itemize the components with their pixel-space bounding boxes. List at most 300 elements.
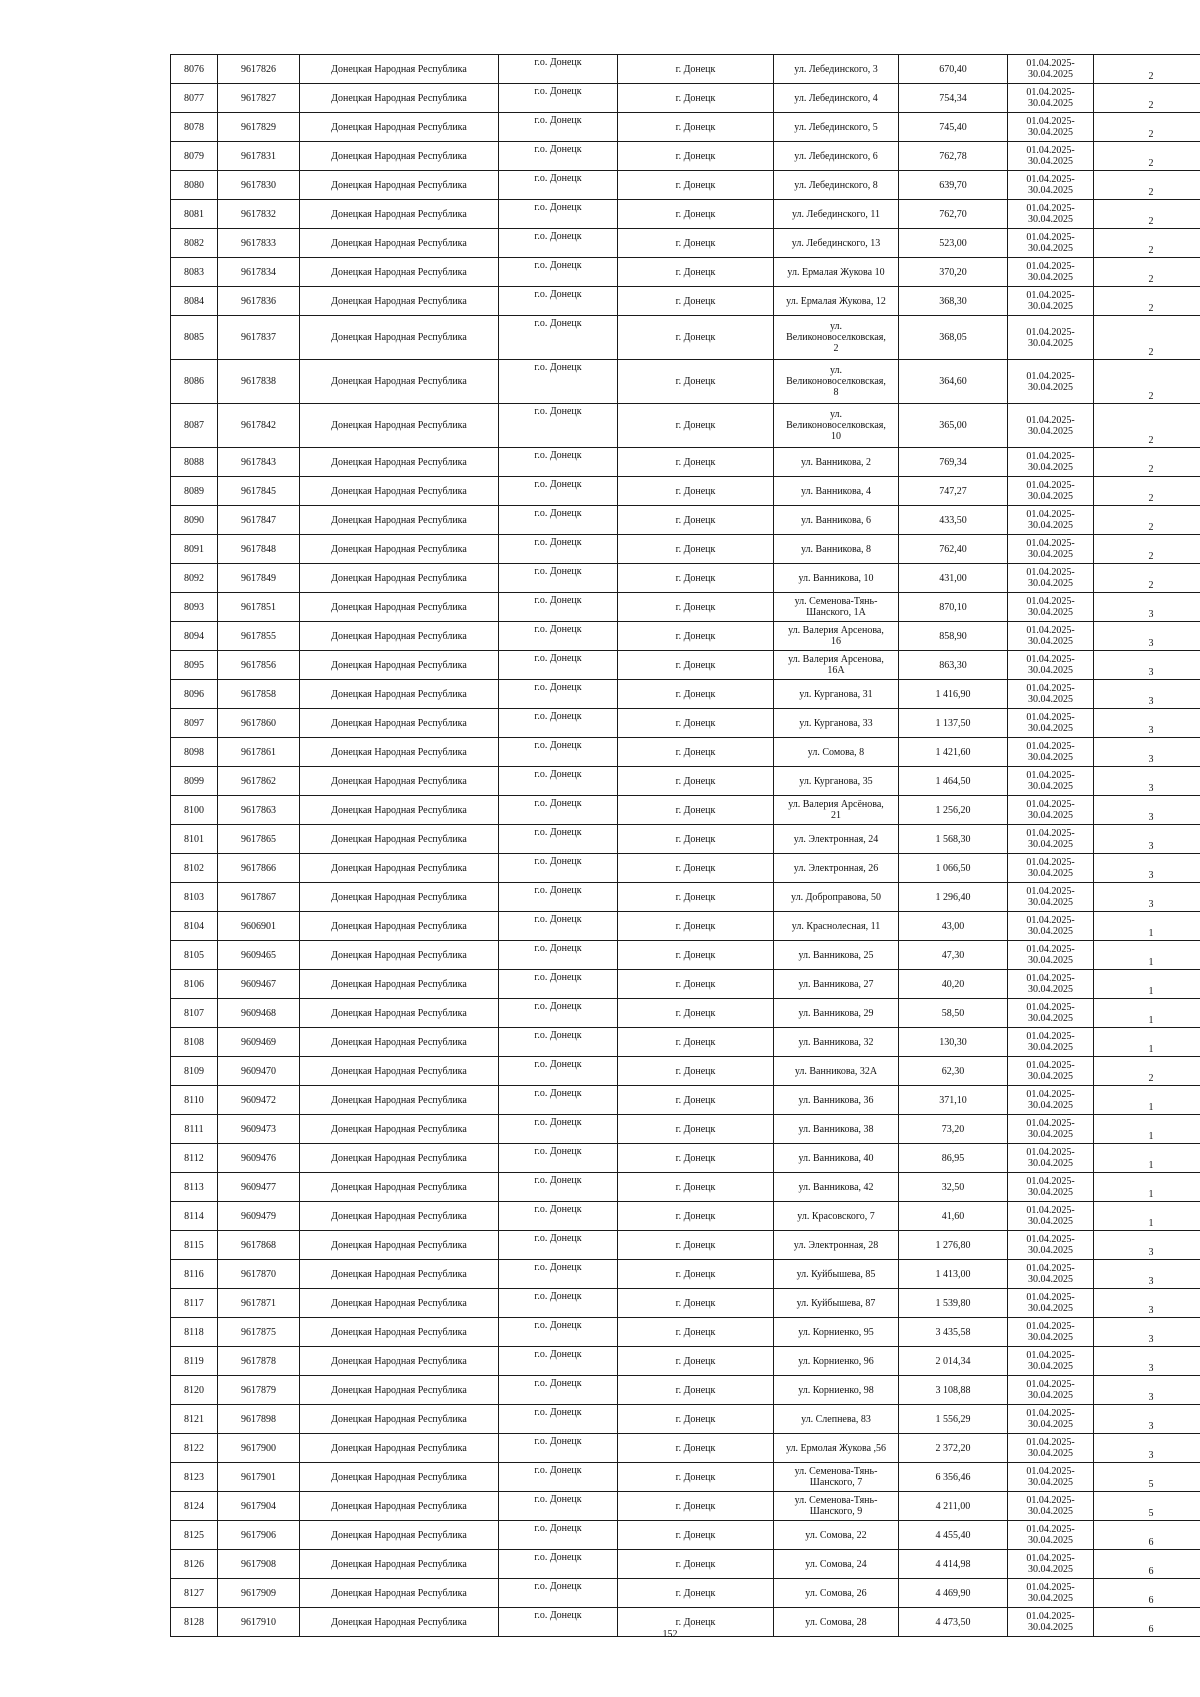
region-cell: Донецкая Народная Республика bbox=[300, 1550, 499, 1579]
table-row bbox=[171, 825, 1200, 854]
city-cell: г. Донецк bbox=[618, 535, 774, 564]
table-row bbox=[171, 1260, 1200, 1289]
object-id-cell: 9617837 bbox=[218, 316, 300, 360]
district-cell: г.о. Донецк bbox=[499, 1231, 618, 1260]
address-cell: ул. Великоновоселковская, 8 bbox=[774, 360, 899, 404]
district-cell: г.о. Донецк bbox=[499, 1318, 618, 1347]
table-row bbox=[171, 680, 1200, 709]
period-cell: 01.04.2025- 30.04.2025 bbox=[1008, 287, 1094, 316]
region-cell: Донецкая Народная Республика bbox=[300, 229, 499, 258]
period-cell: 01.04.2025- 30.04.2025 bbox=[1008, 55, 1094, 84]
table-row bbox=[171, 1028, 1200, 1057]
address-cell: ул. Ванникова, 40 bbox=[774, 1144, 899, 1173]
row-number-cell: 8117 bbox=[171, 1289, 218, 1318]
city-cell: г. Донецк bbox=[618, 113, 774, 142]
period-cell: 01.04.2025- 30.04.2025 bbox=[1008, 1115, 1094, 1144]
area-cell: 365,00 bbox=[899, 404, 1008, 448]
address-cell: ул. Ванникова, 38 bbox=[774, 1115, 899, 1144]
table-row bbox=[171, 941, 1200, 970]
district-cell: г.о. Донецк bbox=[499, 287, 618, 316]
region-cell: Донецкая Народная Республика bbox=[300, 825, 499, 854]
row-number-cell: 8126 bbox=[171, 1550, 218, 1579]
table-row bbox=[171, 1202, 1200, 1231]
count-cell: 1 bbox=[1094, 1028, 1200, 1057]
city-cell: г. Донецк bbox=[618, 1173, 774, 1202]
period-cell: 01.04.2025- 30.04.2025 bbox=[1008, 1405, 1094, 1434]
region-cell: Донецкая Народная Республика bbox=[300, 796, 499, 825]
district-cell: г.о. Донецк bbox=[499, 258, 618, 287]
object-id-cell: 9609469 bbox=[218, 1028, 300, 1057]
district-cell: г.о. Донецк bbox=[499, 1376, 618, 1405]
address-cell: ул. Ермалая Жукова 10 bbox=[774, 258, 899, 287]
table-row bbox=[171, 55, 1200, 84]
count-cell: 2 bbox=[1094, 316, 1200, 360]
period-cell: 01.04.2025- 30.04.2025 bbox=[1008, 1492, 1094, 1521]
count-cell: 2 bbox=[1094, 360, 1200, 404]
area-cell: 858,90 bbox=[899, 622, 1008, 651]
count-cell: 3 bbox=[1094, 1231, 1200, 1260]
period-cell: 01.04.2025- 30.04.2025 bbox=[1008, 1463, 1094, 1492]
period-cell: 01.04.2025- 30.04.2025 bbox=[1008, 970, 1094, 999]
period-cell: 01.04.2025- 30.04.2025 bbox=[1008, 1086, 1094, 1115]
period-cell: 01.04.2025- 30.04.2025 bbox=[1008, 1028, 1094, 1057]
object-id-cell: 9609473 bbox=[218, 1115, 300, 1144]
region-cell: Донецкая Народная Республика bbox=[300, 1144, 499, 1173]
city-cell: г. Донецк bbox=[618, 360, 774, 404]
city-cell: г. Донецк bbox=[618, 448, 774, 477]
region-cell: Донецкая Народная Республика bbox=[300, 287, 499, 316]
district-cell: г.о. Донецк bbox=[499, 448, 618, 477]
city-cell: г. Донецк bbox=[618, 1434, 774, 1463]
table-row bbox=[171, 622, 1200, 651]
area-cell: 1 539,80 bbox=[899, 1289, 1008, 1318]
city-cell: г. Донецк bbox=[618, 1521, 774, 1550]
count-cell: 3 bbox=[1094, 1260, 1200, 1289]
object-id-cell: 9617910 bbox=[218, 1608, 300, 1637]
count-cell: 2 bbox=[1094, 55, 1200, 84]
row-number-cell: 8101 bbox=[171, 825, 218, 854]
city-cell: г. Донецк bbox=[618, 287, 774, 316]
address-cell: ул. Сомова, 24 bbox=[774, 1550, 899, 1579]
region-cell: Донецкая Народная Республика bbox=[300, 622, 499, 651]
period-cell: 01.04.2025- 30.04.2025 bbox=[1008, 229, 1094, 258]
period-cell: 01.04.2025- 30.04.2025 bbox=[1008, 1434, 1094, 1463]
count-cell: 1 bbox=[1094, 1115, 1200, 1144]
area-cell: 1 137,50 bbox=[899, 709, 1008, 738]
period-cell: 01.04.2025- 30.04.2025 bbox=[1008, 738, 1094, 767]
row-number-cell: 8106 bbox=[171, 970, 218, 999]
region-cell: Донецкая Народная Республика bbox=[300, 1202, 499, 1231]
period-cell: 01.04.2025- 30.04.2025 bbox=[1008, 912, 1094, 941]
row-number-cell: 8114 bbox=[171, 1202, 218, 1231]
object-id-cell: 9617908 bbox=[218, 1550, 300, 1579]
area-cell: 40,20 bbox=[899, 970, 1008, 999]
city-cell: г. Донецк bbox=[618, 55, 774, 84]
district-cell: г.о. Донецк bbox=[499, 1521, 618, 1550]
area-cell: 73,20 bbox=[899, 1115, 1008, 1144]
city-cell: г. Донецк bbox=[618, 1057, 774, 1086]
table-row bbox=[171, 1231, 1200, 1260]
area-cell: 368,05 bbox=[899, 316, 1008, 360]
region-cell: Донецкая Народная Республика bbox=[300, 1347, 499, 1376]
district-cell: г.о. Донецк bbox=[499, 1463, 618, 1492]
table-row bbox=[171, 1376, 1200, 1405]
city-cell: г. Донецк bbox=[618, 564, 774, 593]
area-cell: 1 276,80 bbox=[899, 1231, 1008, 1260]
city-cell: г. Донецк bbox=[618, 796, 774, 825]
count-cell: 3 bbox=[1094, 651, 1200, 680]
region-cell: Донецкая Народная Республика bbox=[300, 680, 499, 709]
address-cell: ул. Лебединского, 3 bbox=[774, 55, 899, 84]
period-cell: 01.04.2025- 30.04.2025 bbox=[1008, 404, 1094, 448]
district-cell: г.о. Донецк bbox=[499, 1492, 618, 1521]
area-cell: 32,50 bbox=[899, 1173, 1008, 1202]
row-number-cell: 8112 bbox=[171, 1144, 218, 1173]
region-cell: Донецкая Народная Республика bbox=[300, 1376, 499, 1405]
district-cell: г.о. Донецк bbox=[499, 360, 618, 404]
count-cell: 1 bbox=[1094, 1144, 1200, 1173]
area-cell: 762,40 bbox=[899, 535, 1008, 564]
region-cell: Донецкая Народная Республика bbox=[300, 84, 499, 113]
period-cell: 01.04.2025- 30.04.2025 bbox=[1008, 171, 1094, 200]
count-cell: 3 bbox=[1094, 1289, 1200, 1318]
table-row bbox=[171, 593, 1200, 622]
city-cell: г. Донецк bbox=[618, 477, 774, 506]
district-cell: г.о. Донецк bbox=[499, 535, 618, 564]
count-cell: 3 bbox=[1094, 1434, 1200, 1463]
table-row bbox=[171, 84, 1200, 113]
region-cell: Донецкая Народная Республика bbox=[300, 1405, 499, 1434]
area-cell: 43,00 bbox=[899, 912, 1008, 941]
city-cell: г. Донецк bbox=[618, 767, 774, 796]
area-cell: 747,27 bbox=[899, 477, 1008, 506]
table-row bbox=[171, 258, 1200, 287]
area-cell: 130,30 bbox=[899, 1028, 1008, 1057]
area-cell: 870,10 bbox=[899, 593, 1008, 622]
region-cell: Донецкая Народная Республика bbox=[300, 1173, 499, 1202]
district-cell: г.о. Донецк bbox=[499, 999, 618, 1028]
object-id-cell: 9617830 bbox=[218, 171, 300, 200]
city-cell: г. Донецк bbox=[618, 970, 774, 999]
row-number-cell: 8127 bbox=[171, 1579, 218, 1608]
city-cell: г. Донецк bbox=[618, 941, 774, 970]
row-number-cell: 8090 bbox=[171, 506, 218, 535]
district-cell: г.о. Донецк bbox=[499, 1144, 618, 1173]
row-number-cell: 8121 bbox=[171, 1405, 218, 1434]
table-row bbox=[171, 229, 1200, 258]
area-cell: 86,95 bbox=[899, 1144, 1008, 1173]
table-row bbox=[171, 709, 1200, 738]
count-cell: 2 bbox=[1094, 506, 1200, 535]
region-cell: Донецкая Народная Республика bbox=[300, 1115, 499, 1144]
period-cell: 01.04.2025- 30.04.2025 bbox=[1008, 113, 1094, 142]
count-cell: 3 bbox=[1094, 738, 1200, 767]
city-cell: г. Донецк bbox=[618, 709, 774, 738]
table-row bbox=[171, 854, 1200, 883]
table-row bbox=[171, 1521, 1200, 1550]
object-id-cell: 9617831 bbox=[218, 142, 300, 171]
area-cell: 41,60 bbox=[899, 1202, 1008, 1231]
count-cell: 2 bbox=[1094, 113, 1200, 142]
area-cell: 4 414,98 bbox=[899, 1550, 1008, 1579]
area-cell: 1 296,40 bbox=[899, 883, 1008, 912]
district-cell: г.о. Донецк bbox=[499, 506, 618, 535]
row-number-cell: 8086 bbox=[171, 360, 218, 404]
district-cell: г.о. Донецк bbox=[499, 84, 618, 113]
object-id-cell: 9617871 bbox=[218, 1289, 300, 1318]
object-id-cell: 9609468 bbox=[218, 999, 300, 1028]
count-cell: 2 bbox=[1094, 229, 1200, 258]
area-cell: 1 066,50 bbox=[899, 854, 1008, 883]
row-number-cell: 8094 bbox=[171, 622, 218, 651]
region-cell: Донецкая Народная Республика bbox=[300, 1289, 499, 1318]
object-id-cell: 9617865 bbox=[218, 825, 300, 854]
count-cell: 2 bbox=[1094, 142, 1200, 171]
district-cell: г.о. Донецк bbox=[499, 825, 618, 854]
address-cell: ул. Корниенко, 98 bbox=[774, 1376, 899, 1405]
region-cell: Донецкая Народная Республика bbox=[300, 970, 499, 999]
address-cell: ул. Семенова-Тянь- Шанского, 1А bbox=[774, 593, 899, 622]
period-cell: 01.04.2025- 30.04.2025 bbox=[1008, 593, 1094, 622]
region-cell: Донецкая Народная Республика bbox=[300, 709, 499, 738]
count-cell: 2 bbox=[1094, 171, 1200, 200]
object-id-cell: 9617848 bbox=[218, 535, 300, 564]
address-cell: ул. Ванникова, 42 bbox=[774, 1173, 899, 1202]
table-row bbox=[171, 113, 1200, 142]
address-cell: ул. Ермалая Жукова, 12 bbox=[774, 287, 899, 316]
row-number-cell: 8102 bbox=[171, 854, 218, 883]
row-number-cell: 8123 bbox=[171, 1463, 218, 1492]
count-cell: 1 bbox=[1094, 1173, 1200, 1202]
count-cell: 1 bbox=[1094, 1202, 1200, 1231]
district-cell: г.о. Донецк bbox=[499, 593, 618, 622]
region-cell: Донецкая Народная Республика bbox=[300, 1057, 499, 1086]
address-cell: ул. Ванникова, 32А bbox=[774, 1057, 899, 1086]
object-id-cell: 9617834 bbox=[218, 258, 300, 287]
period-cell: 01.04.2025- 30.04.2025 bbox=[1008, 941, 1094, 970]
row-number-cell: 8087 bbox=[171, 404, 218, 448]
region-cell: Донецкая Народная Республика bbox=[300, 854, 499, 883]
district-cell: г.о. Донецк bbox=[499, 970, 618, 999]
area-cell: 4 455,40 bbox=[899, 1521, 1008, 1550]
city-cell: г. Донецк bbox=[618, 680, 774, 709]
table-row bbox=[171, 316, 1200, 360]
row-number-cell: 8081 bbox=[171, 200, 218, 229]
object-id-cell: 9617901 bbox=[218, 1463, 300, 1492]
region-cell: Донецкая Народная Республика bbox=[300, 477, 499, 506]
city-cell: г. Донецк bbox=[618, 1086, 774, 1115]
row-number-cell: 8108 bbox=[171, 1028, 218, 1057]
object-id-cell: 9617906 bbox=[218, 1521, 300, 1550]
city-cell: г. Донецк bbox=[618, 258, 774, 287]
object-id-cell: 9609477 bbox=[218, 1173, 300, 1202]
address-cell: ул. Курганова, 31 bbox=[774, 680, 899, 709]
address-cell: ул. Лебединского, 13 bbox=[774, 229, 899, 258]
row-number-cell: 8107 bbox=[171, 999, 218, 1028]
table-row bbox=[171, 1492, 1200, 1521]
region-cell: Донецкая Народная Республика bbox=[300, 1086, 499, 1115]
region-cell: Донецкая Народная Республика bbox=[300, 258, 499, 287]
city-cell: г. Донецк bbox=[618, 1550, 774, 1579]
period-cell: 01.04.2025- 30.04.2025 bbox=[1008, 1260, 1094, 1289]
district-cell: г.о. Донецк bbox=[499, 1086, 618, 1115]
area-cell: 1 556,29 bbox=[899, 1405, 1008, 1434]
table-row bbox=[171, 738, 1200, 767]
address-cell: ул. Валерия Арсенова, 16А bbox=[774, 651, 899, 680]
table-row bbox=[171, 287, 1200, 316]
address-cell: ул. Краснолесная, 11 bbox=[774, 912, 899, 941]
period-cell: 01.04.2025- 30.04.2025 bbox=[1008, 825, 1094, 854]
city-cell: г. Донецк bbox=[618, 651, 774, 680]
object-id-cell: 9617842 bbox=[218, 404, 300, 448]
city-cell: г. Донецк bbox=[618, 1231, 774, 1260]
district-cell: г.о. Донецк bbox=[499, 767, 618, 796]
address-cell: ул. Ванникова, 27 bbox=[774, 970, 899, 999]
object-id-cell: 9617868 bbox=[218, 1231, 300, 1260]
district-cell: г.о. Донецк bbox=[499, 796, 618, 825]
row-number-cell: 8104 bbox=[171, 912, 218, 941]
region-cell: Донецкая Народная Республика bbox=[300, 55, 499, 84]
object-id-cell: 9617861 bbox=[218, 738, 300, 767]
count-cell: 1 bbox=[1094, 912, 1200, 941]
period-cell: 01.04.2025- 30.04.2025 bbox=[1008, 1521, 1094, 1550]
region-cell: Донецкая Народная Республика bbox=[300, 1608, 499, 1637]
table-row bbox=[171, 535, 1200, 564]
row-number-cell: 8093 bbox=[171, 593, 218, 622]
row-number-cell: 8098 bbox=[171, 738, 218, 767]
district-cell: г.о. Донецк bbox=[499, 171, 618, 200]
address-cell: ул. Семенова-Тянь- Шанского, 9 bbox=[774, 1492, 899, 1521]
object-id-cell: 9617904 bbox=[218, 1492, 300, 1521]
count-cell: 3 bbox=[1094, 622, 1200, 651]
object-id-cell: 9617858 bbox=[218, 680, 300, 709]
city-cell: г. Донецк bbox=[618, 506, 774, 535]
city-cell: г. Донецк bbox=[618, 200, 774, 229]
region-cell: Донецкая Народная Республика bbox=[300, 651, 499, 680]
district-cell: г.о. Донецк bbox=[499, 477, 618, 506]
address-cell: ул. Лебединского, 6 bbox=[774, 142, 899, 171]
region-cell: Донецкая Народная Республика bbox=[300, 1231, 499, 1260]
count-cell: 3 bbox=[1094, 1318, 1200, 1347]
district-cell: г.о. Донецк bbox=[499, 854, 618, 883]
district-cell: г.о. Донецк bbox=[499, 142, 618, 171]
table-row bbox=[171, 1434, 1200, 1463]
object-id-cell: 9617832 bbox=[218, 200, 300, 229]
row-number-cell: 8095 bbox=[171, 651, 218, 680]
address-cell: ул. Сомова, 22 bbox=[774, 1521, 899, 1550]
district-cell: г.о. Донецк bbox=[499, 912, 618, 941]
row-number-cell: 8092 bbox=[171, 564, 218, 593]
object-id-cell: 9617833 bbox=[218, 229, 300, 258]
period-cell: 01.04.2025- 30.04.2025 bbox=[1008, 1057, 1094, 1086]
count-cell: 3 bbox=[1094, 767, 1200, 796]
row-number-cell: 8120 bbox=[171, 1376, 218, 1405]
address-cell: ул. Ванникова, 6 bbox=[774, 506, 899, 535]
area-cell: 762,70 bbox=[899, 200, 1008, 229]
area-cell: 523,00 bbox=[899, 229, 1008, 258]
period-cell: 01.04.2025- 30.04.2025 bbox=[1008, 1550, 1094, 1579]
city-cell: г. Донецк bbox=[618, 1405, 774, 1434]
region-cell: Донецкая Народная Республика bbox=[300, 506, 499, 535]
count-cell: 3 bbox=[1094, 1405, 1200, 1434]
address-cell: ул. Валерия Арсенова, 16 bbox=[774, 622, 899, 651]
row-number-cell: 8103 bbox=[171, 883, 218, 912]
city-cell: г. Донецк bbox=[618, 593, 774, 622]
region-cell: Донецкая Народная Республика bbox=[300, 999, 499, 1028]
city-cell: г. Донецк bbox=[618, 1608, 774, 1637]
period-cell: 01.04.2025- 30.04.2025 bbox=[1008, 1376, 1094, 1405]
count-cell: 3 bbox=[1094, 709, 1200, 738]
address-cell: ул. Электронная, 24 bbox=[774, 825, 899, 854]
district-cell: г.о. Донецк bbox=[499, 1608, 618, 1637]
address-cell: ул. Слепнева, 83 bbox=[774, 1405, 899, 1434]
count-cell: 2 bbox=[1094, 258, 1200, 287]
city-cell: г. Донецк bbox=[618, 1115, 774, 1144]
table-row bbox=[171, 1086, 1200, 1115]
region-cell: Донецкая Народная Республика bbox=[300, 1318, 499, 1347]
area-cell: 62,30 bbox=[899, 1057, 1008, 1086]
address-cell: ул. Великоновоселковская, 10 bbox=[774, 404, 899, 448]
row-number-cell: 8124 bbox=[171, 1492, 218, 1521]
district-cell: г.о. Донецк bbox=[499, 1289, 618, 1318]
object-id-cell: 9617863 bbox=[218, 796, 300, 825]
area-cell: 670,40 bbox=[899, 55, 1008, 84]
table-body bbox=[171, 55, 1200, 1637]
area-cell: 4 473,50 bbox=[899, 1608, 1008, 1637]
table-row bbox=[171, 1463, 1200, 1492]
address-cell: ул. Курганова, 33 bbox=[774, 709, 899, 738]
region-cell: Донецкая Народная Республика bbox=[300, 200, 499, 229]
count-cell: 3 bbox=[1094, 883, 1200, 912]
row-number-cell: 8115 bbox=[171, 1231, 218, 1260]
period-cell: 01.04.2025- 30.04.2025 bbox=[1008, 1608, 1094, 1637]
city-cell: г. Донецк bbox=[618, 171, 774, 200]
count-cell: 1 bbox=[1094, 999, 1200, 1028]
table-row bbox=[171, 970, 1200, 999]
table-row bbox=[171, 1347, 1200, 1376]
table-row bbox=[171, 999, 1200, 1028]
district-cell: г.о. Донецк bbox=[499, 564, 618, 593]
region-cell: Донецкая Народная Республика bbox=[300, 316, 499, 360]
count-cell: 1 bbox=[1094, 941, 1200, 970]
address-cell: ул. Ванникова, 4 bbox=[774, 477, 899, 506]
district-cell: г.о. Донецк bbox=[499, 1550, 618, 1579]
table-row bbox=[171, 912, 1200, 941]
city-cell: г. Донецк bbox=[618, 1202, 774, 1231]
table-row bbox=[171, 360, 1200, 404]
region-cell: Донецкая Народная Республика bbox=[300, 1028, 499, 1057]
object-id-cell: 9617867 bbox=[218, 883, 300, 912]
count-cell: 6 bbox=[1094, 1579, 1200, 1608]
area-cell: 754,34 bbox=[899, 84, 1008, 113]
area-cell: 368,30 bbox=[899, 287, 1008, 316]
city-cell: г. Донецк bbox=[618, 84, 774, 113]
area-cell: 745,40 bbox=[899, 113, 1008, 142]
table-row bbox=[171, 506, 1200, 535]
registry-table bbox=[170, 54, 1200, 1637]
area-cell: 431,00 bbox=[899, 564, 1008, 593]
object-id-cell: 9617836 bbox=[218, 287, 300, 316]
region-cell: Донецкая Народная Республика bbox=[300, 738, 499, 767]
row-number-cell: 8125 bbox=[171, 1521, 218, 1550]
object-id-cell: 9617862 bbox=[218, 767, 300, 796]
region-cell: Донецкая Народная Республика bbox=[300, 142, 499, 171]
city-cell: г. Донецк bbox=[618, 1289, 774, 1318]
period-cell: 01.04.2025- 30.04.2025 bbox=[1008, 200, 1094, 229]
area-cell: 6 356,46 bbox=[899, 1463, 1008, 1492]
object-id-cell: 9609470 bbox=[218, 1057, 300, 1086]
row-number-cell: 8118 bbox=[171, 1318, 218, 1347]
